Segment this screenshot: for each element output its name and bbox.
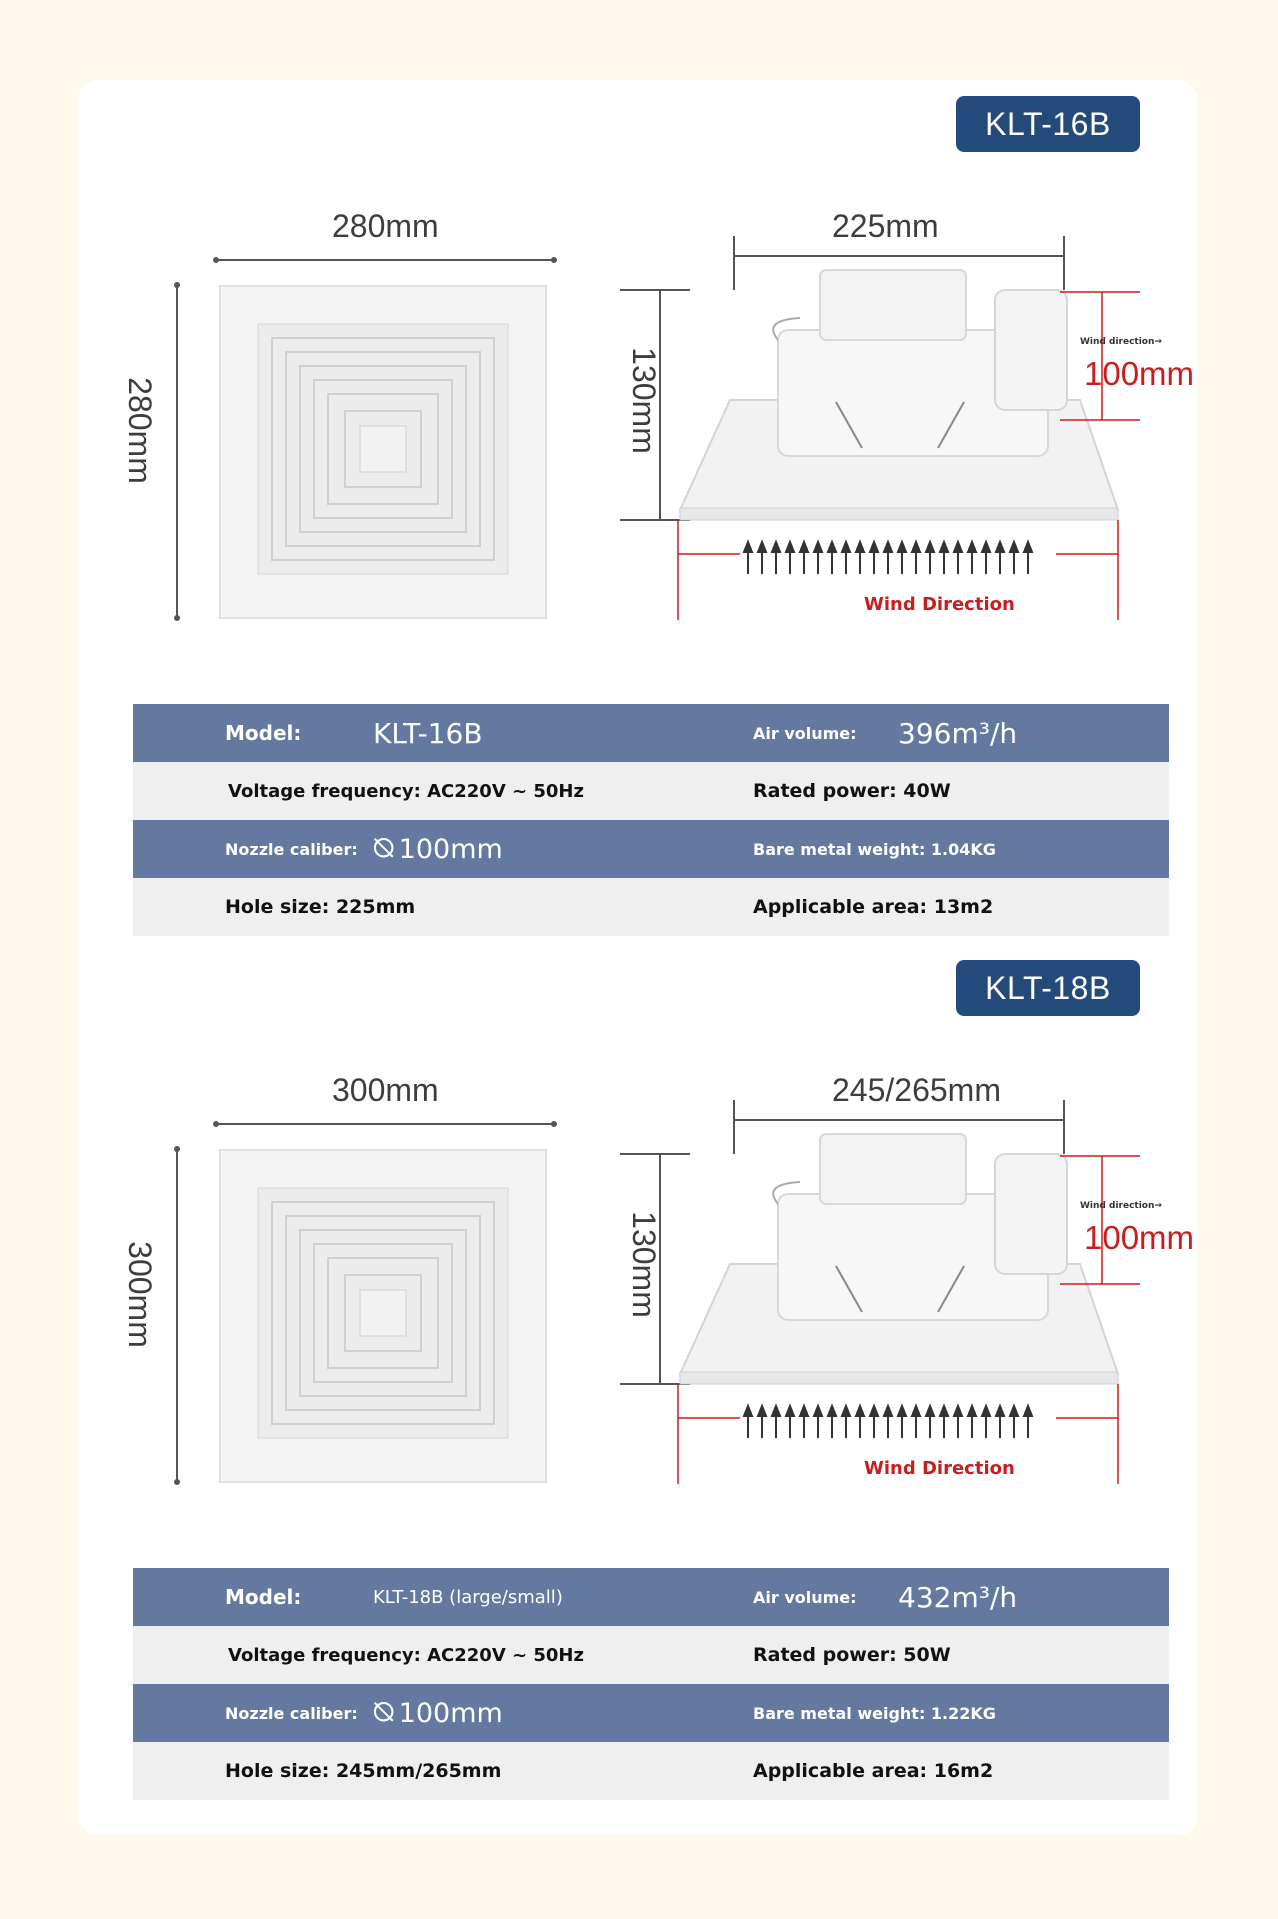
airflow-arrowhead xyxy=(982,1406,990,1416)
rated-power: Rated power: 40W xyxy=(753,780,951,802)
airflow-arrowhead xyxy=(828,1406,836,1416)
airflow-arrowhead xyxy=(884,1406,892,1416)
airflow-arrowhead xyxy=(940,542,948,552)
airflow-arrowhead xyxy=(814,542,822,552)
applicable-area: Applicable area: 16m2 xyxy=(753,1760,994,1782)
airflow-arrowhead xyxy=(1024,542,1032,552)
voltage-frequency: Voltage frequency: AC220V ~ 50Hz xyxy=(228,780,584,802)
outlet-size-label: 100mm xyxy=(1084,1219,1195,1256)
airflow-arrowhead xyxy=(744,1406,752,1416)
airflow-arrowhead xyxy=(926,542,934,552)
airflow-arrows xyxy=(744,1406,1032,1438)
airflow-arrowhead xyxy=(940,1406,948,1416)
airflow-arrowhead xyxy=(744,542,752,552)
airflow-arrowhead xyxy=(772,1406,780,1416)
airflow-arrowhead xyxy=(772,542,780,552)
nozzle-key: Nozzle caliber: xyxy=(225,1703,358,1723)
airflow-arrowhead xyxy=(870,542,878,552)
airflow-arrowhead xyxy=(898,1406,906,1416)
applicable-area: Applicable area: 13m2 xyxy=(753,896,994,918)
spec-row xyxy=(133,1568,1169,1626)
airflow-arrowhead xyxy=(856,1406,864,1416)
fan-body-side xyxy=(680,270,1118,520)
airflow-arrowhead xyxy=(856,542,864,552)
panel-width-label: 280mm xyxy=(332,208,439,244)
airflow-arrowhead xyxy=(898,542,906,552)
airflow-arrowhead xyxy=(1010,1406,1018,1416)
spec-row xyxy=(133,1626,1169,1684)
bare-metal-weight: Bare metal weight: 1.04KG xyxy=(753,839,996,859)
airflow-arrowhead xyxy=(1010,542,1018,552)
panel-width-label: 300mm xyxy=(332,1072,439,1108)
model-badge: KLT-16B xyxy=(956,96,1140,152)
spec-row xyxy=(133,762,1169,820)
airflow-arrows xyxy=(744,542,1032,574)
nozzle-key: Nozzle caliber: xyxy=(225,839,358,859)
nozzle-value-wrap xyxy=(373,1684,503,1742)
body-height-label: 130mm xyxy=(625,1211,662,1318)
outlet-size-label: 100mm xyxy=(1084,355,1195,392)
airflow-arrowhead xyxy=(954,542,962,552)
airflow-arrowhead xyxy=(954,1406,962,1416)
airflow-arrowhead xyxy=(968,542,976,552)
hole-size: Hole size: 245mm/265mm xyxy=(225,1760,502,1782)
airflow-arrowhead xyxy=(758,1406,766,1416)
airflow-arrowhead xyxy=(996,542,1004,552)
air-volume-key: Air volume: xyxy=(753,1587,857,1607)
body-height-label: 130mm xyxy=(625,347,662,454)
airflow-arrowhead xyxy=(786,1406,794,1416)
body-width-label: 245/265mm xyxy=(832,1072,1001,1108)
diameter-icon: ⦰ xyxy=(373,1697,395,1728)
spec-row xyxy=(133,704,1169,762)
panel-height-label: 280mm xyxy=(121,377,158,484)
hole-size: Hole size: 225mm xyxy=(225,896,416,918)
fan-body-side xyxy=(680,1134,1118,1384)
diameter-icon: ⦰ xyxy=(373,833,395,864)
air-volume-key: Air volume: xyxy=(753,723,857,743)
airflow-arrowhead xyxy=(996,1406,1004,1416)
rated-power: Rated power: 50W xyxy=(753,1644,951,1666)
airflow-arrowhead xyxy=(912,542,920,552)
model-key: Model: xyxy=(225,721,302,745)
airflow-arrowhead xyxy=(828,542,836,552)
vent-panel-front xyxy=(220,1150,546,1482)
spec-row xyxy=(133,1742,1169,1800)
airflow-arrowhead xyxy=(926,1406,934,1416)
voltage-frequency: Voltage frequency: AC220V ~ 50Hz xyxy=(228,1644,584,1666)
vent-panel-front xyxy=(220,286,546,618)
wind-direction-label: Wind Direction xyxy=(864,594,1015,615)
airflow-arrowhead xyxy=(814,1406,822,1416)
air-volume-value: 432m³/h xyxy=(898,1580,1018,1614)
airflow-arrowhead xyxy=(758,542,766,552)
air-volume-value: 396m³/h xyxy=(898,716,1018,750)
airflow-arrowhead xyxy=(982,542,990,552)
airflow-arrowhead xyxy=(870,1406,878,1416)
nozzle-value: 100mm xyxy=(398,1697,503,1729)
spec-row xyxy=(133,1684,1169,1742)
outlet-direction-label: Wind direction→ xyxy=(1080,1201,1162,1211)
airflow-arrowhead xyxy=(800,1406,808,1416)
outlet-direction-label: Wind direction→ xyxy=(1080,337,1162,347)
product-section-klt18b xyxy=(0,864,1278,1782)
wind-direction-label: Wind Direction xyxy=(864,1458,1015,1479)
model-badge: KLT-18B xyxy=(956,960,1140,1016)
body-width-label: 225mm xyxy=(832,208,939,244)
airflow-arrowhead xyxy=(884,542,892,552)
airflow-arrowhead xyxy=(912,1406,920,1416)
airflow-arrowhead xyxy=(786,542,794,552)
spec-table xyxy=(133,1568,1169,1800)
model-key: Model: xyxy=(225,1585,302,1609)
bare-metal-weight: Bare metal weight: 1.22KG xyxy=(753,1703,996,1723)
airflow-arrowhead xyxy=(800,542,808,552)
panel-height-label: 300mm xyxy=(121,1241,158,1348)
airflow-arrowhead xyxy=(1024,1406,1032,1416)
model-value: KLT-16B xyxy=(373,716,483,750)
nozzle-value: 100mm xyxy=(398,833,503,865)
airflow-arrowhead xyxy=(842,1406,850,1416)
model-value: KLT-18B (large/small) xyxy=(373,1586,563,1608)
airflow-arrowhead xyxy=(968,1406,976,1416)
product-section-klt16b xyxy=(0,0,1278,918)
airflow-arrowhead xyxy=(842,542,850,552)
